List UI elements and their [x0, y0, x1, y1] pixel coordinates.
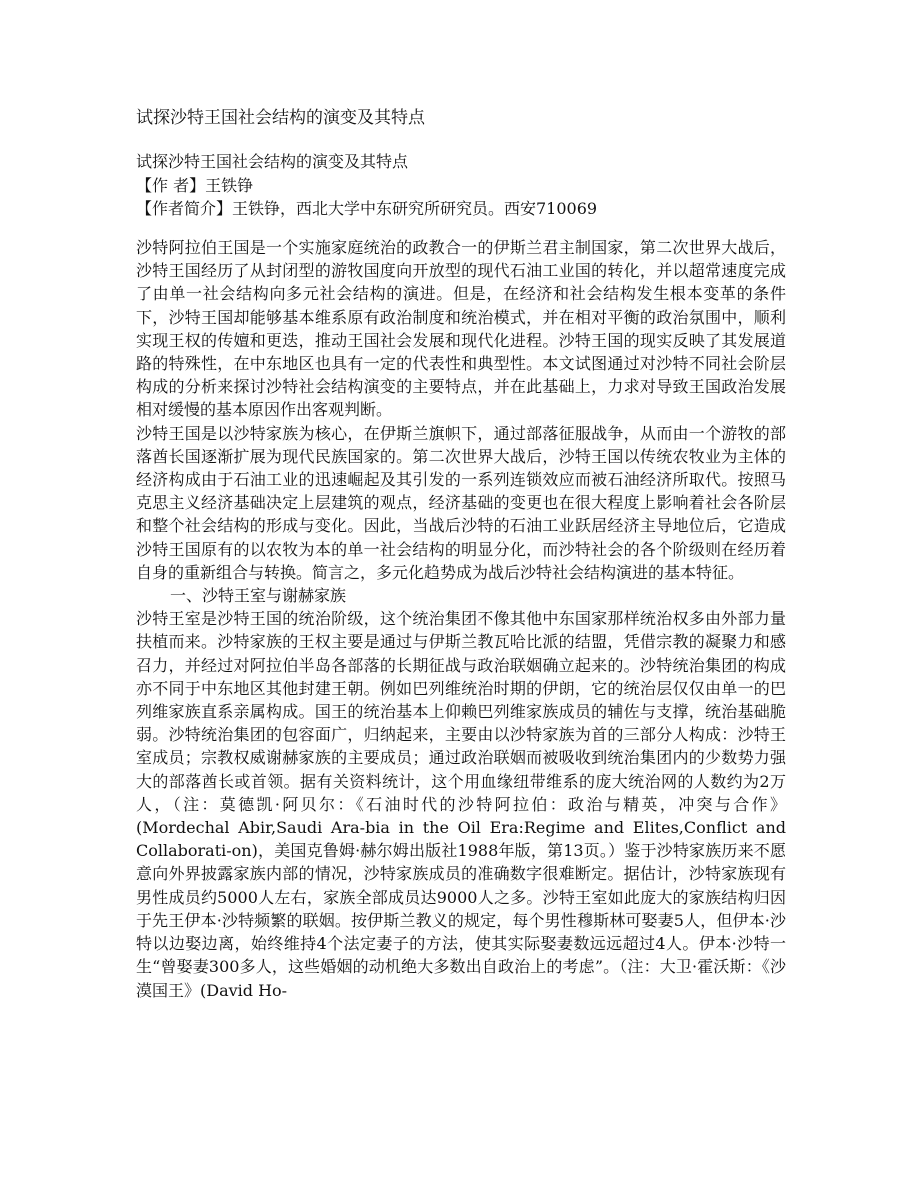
body-paragraph: 沙特王国是以沙特家族为核心，在伊斯兰旗帜下，通过部落征服战争，从而由一个游牧的部落酋长国逐渐扩展为现代民族国家的。第二次世界大战后，沙特王国以传统农牧业为主体的经济构成由于石油工业的迅速崛起及其引发的一系列连锁效应而被石油经济所取代。按照马克思主义经济基础决定上层建筑的观点，经济基础的变更也在很大程度上影响着社会各阶层和整个社会结构的形成与变化。因此，当战后沙特的石油工业跃居经济主导地位后，它造成沙特王国原有的以农牧为本的单一社会结构的明显分化，而沙特社会的各个阶级则在经历着自身的重新组合与转换。简言之，多元化趋势成为战后沙特社会结构演进的基本特征。 [136, 423, 786, 582]
author-bio-line: 【作者简介】王铁铮，西北大学中东研究所研究员。西安710069 [136, 199, 598, 218]
article-title: 试探沙特王国社会结构的演变及其特点 [136, 152, 409, 171]
body-paragraph: 沙特阿拉伯王国是一个实施家庭统治的政教合一的伊斯兰君主制国家，第二次世界大战后，沙特王国经历了从封闭型的游牧国度向开放型的现代石油工业国的转化，并以超常速度完成了由单一社会结构向多元社会结构的演进。但是，在经济和社会结构发生根本变革的条件下，沙特王国却能够基本维系原有政治制度和统治模式，并在相对平衡的政治氛围中，顺利实现王权的传嬗和更迭，推动王国社会发展和现代化进程。沙特王国的现实反映了其发展道路的特殊性，在中东地区也具有一定的代表性和典型性。本文试图通过对沙特不同社会阶层构成的分析来探讨沙特社会结构演变的主要特点，并在此基础上，力求对导致王国政治发展相对缓慢的基本原因作出客观判断。 [136, 238, 786, 420]
section-paragraph: 沙特王室是沙特王国的统治阶级，这个统治集团不像其他中东国家那样统治权多由外部力量扶植而来。沙特家族的王权主要是通过与伊斯兰教瓦哈比派的结盟，凭借宗教的凝聚力和感召力，并经过对阿拉伯半岛各部落的长期征战与政治联姻确立起来的。沙特统治集团的构成亦不同于中东地区其他封建王朝。例如巴列维统治时期的伊朗，它的统治层仅仅由单一的巴列维家族直系亲属构成。国王的统治基本上仰赖巴列维家族成员的辅佐与支撑，统治基础脆弱。沙特统治集团的包容面广，归纳起来，主要由以沙特家族为首的三部分人构成：沙特王室成员；宗教权威谢赫家族的主要成员；通过政治联姻而被吸收到统治集团内的少数势力强大的部落酋长或首领。据有关资料统计，这个用血缘纽带维系的庞大统治网的人数约为2万人，（注：莫德凯·阿贝尔：《石油时代的沙特阿拉伯：政治与精英，冲突与合作》(Mordechal Abir,Saudi Ara-bia in the Oil Era:Regime and Elites,Conflict and Collaborati-on)，美国克鲁姆·赫尔姆出版社1988年版，第13页。）鉴于沙特家族历来不愿意向外界披露家族内部的情况，沙特家族成员的准确数字很难断定。据估计，沙特家族现有男性成员约5000人左右，家族全部成员达9000人之多。沙特王室如此庞大的家族结构归因于先王伊本·沙特频繁的联姻。按伊斯兰教义的规定，每个男性穆斯林可娶妻5人，但伊本·沙特以边娶边离，始终维持4个法定妻子的方法，使其实际娶妻数远远超过4人。伊本·沙特一生“曾娶妻300多人，这些婚姻的动机绝大多数出自政治上的考虑”。（注：大卫·霍沃斯：《沙漠国王》(David Ho- [136, 609, 786, 1000]
document-heading: 试探沙特王国社会结构的演变及其特点 [136, 108, 425, 128]
author-line: 【作 者】王铁铮 [136, 175, 254, 195]
article-meta [136, 150, 786, 221]
section-heading: 一、沙特王室与谢赫家族 [170, 586, 347, 606]
article-body [136, 236, 786, 1002]
